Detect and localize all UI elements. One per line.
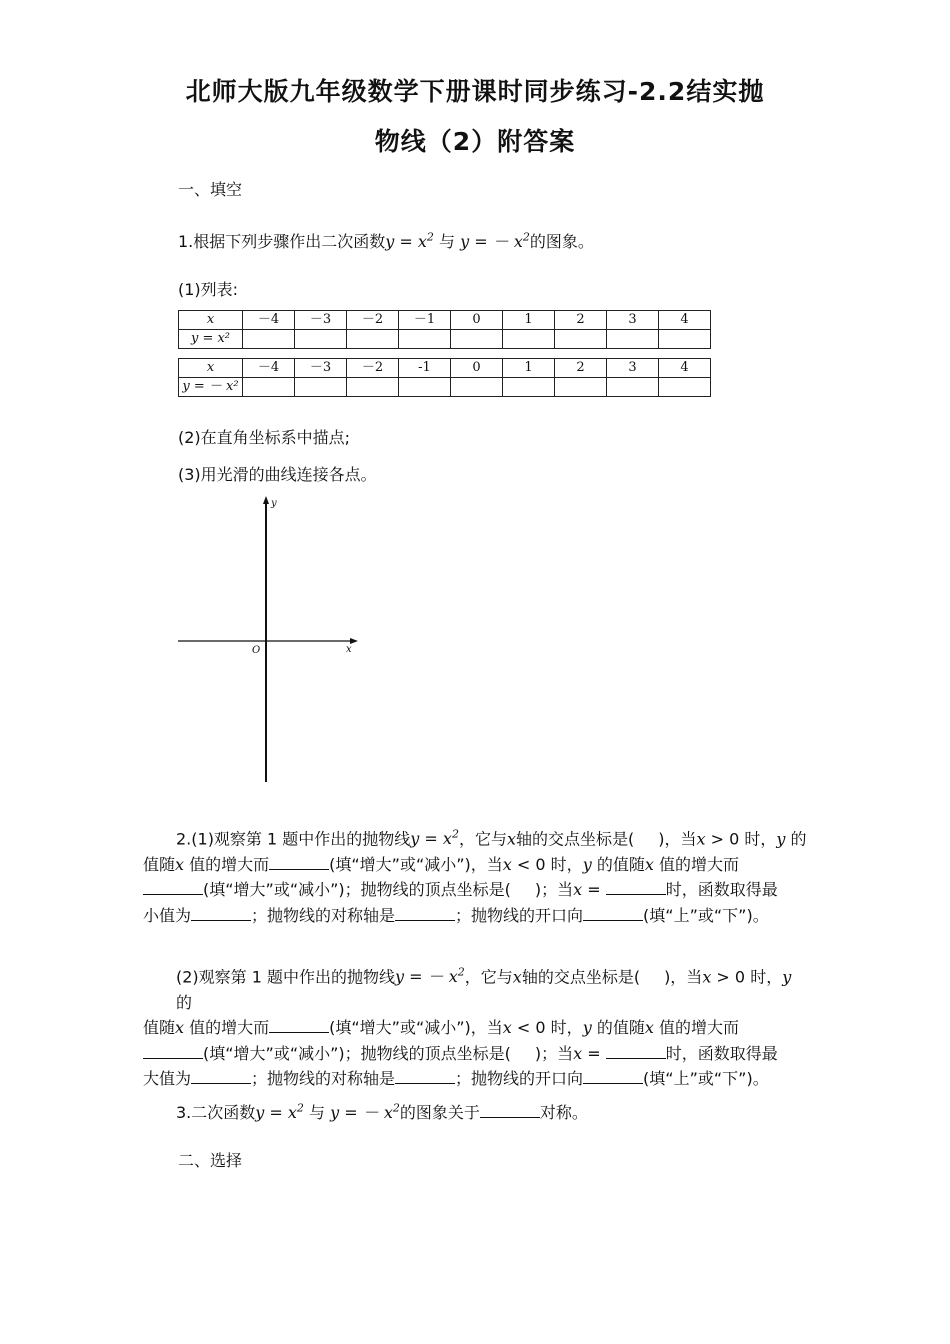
blank[interactable] <box>606 880 666 895</box>
title-line-1: 北师大版九年级数学下册课时同步练习-2.2结实抛 <box>185 77 765 106</box>
section-heading-choice: 二、选择 <box>178 1151 243 1170</box>
blank[interactable] <box>583 1069 643 1084</box>
section-heading-fill: 一、填空 <box>178 180 243 199</box>
value-table-1 <box>178 310 711 349</box>
blank[interactable] <box>606 1044 666 1059</box>
value-table-2 <box>178 358 711 397</box>
formula-y-neg-x2: y = － $x^2$ <box>460 230 530 251</box>
title-line-2: 物线（2）附答案 <box>374 127 576 156</box>
blank[interactable] <box>583 906 643 921</box>
x-axis-label: x <box>346 644 352 655</box>
blank[interactable] <box>191 906 251 921</box>
question-1: 1.根据下列步骤作出二次函数$y = x^2$ 与 y = － $x^2$的图象。 <box>178 230 594 251</box>
blank[interactable] <box>395 1069 455 1084</box>
y-axis-label: y <box>271 498 277 509</box>
step-3: (3)用光滑的曲线连接各点。 <box>178 465 377 484</box>
step-2: (2)在直角坐标系中描点; <box>178 428 351 447</box>
blank[interactable] <box>269 855 329 870</box>
blank[interactable] <box>480 1103 540 1118</box>
table-row: y = － x² <box>179 378 711 397</box>
question-2-part-1: 2.(1)观察第 1 题中作出的抛物线$y = x^2$，它与x轴的交点坐标是( )，当x > 0 时，y 的 值随x 值的增大而 (填“增大”或“减小”)，当x < 0 时，y 的值随x 值的增大而 (填“增大”或“减小”)；抛物线的顶点坐标是( )；当x = 时，函数取得最 小值为 ；抛物线的对称轴是 ；抛物线的开口向 (填“上”或“下”)。 <box>143 828 807 925</box>
formula-y-x2: $y = x^2$ <box>385 230 434 251</box>
blank[interactable] <box>191 1069 251 1084</box>
coordinate-axes <box>170 490 370 785</box>
question-2-part-2: (2)观察第 1 题中作出的抛物线y = － $x^2$，它与x轴的交点坐标是( )，当x > 0 时，y 的 值随x 值的增大而 (填“增大”或“减小”)，当x < 0 时，y 的值随x 值的增大而 (填“增大”或“减小”)；抛物线的顶点坐标是( )；当x = 时，函数取得最 大值为 ；抛物线的对称轴是 ；抛物线的开口向 (填“上”或“下”)。 <box>143 966 792 1089</box>
blank[interactable] <box>395 906 455 921</box>
origin-label: O <box>252 645 261 656</box>
blank[interactable] <box>143 880 203 895</box>
table-row: x －4 －3 －2 －1 0 1 2 3 4 <box>179 311 711 330</box>
blank[interactable] <box>143 1044 203 1059</box>
table-row: y = x² <box>179 330 711 349</box>
question-3: 3.二次函数$y = x^2$ 与 y = － $x^2$的图象关于 对称。 <box>176 1101 588 1122</box>
blank[interactable] <box>269 1018 329 1033</box>
step-1: (1)列表: <box>178 280 239 299</box>
table-row: x －4 －3 －2 -1 0 1 2 3 4 <box>179 359 711 378</box>
y-axis-arrow <box>263 496 269 504</box>
